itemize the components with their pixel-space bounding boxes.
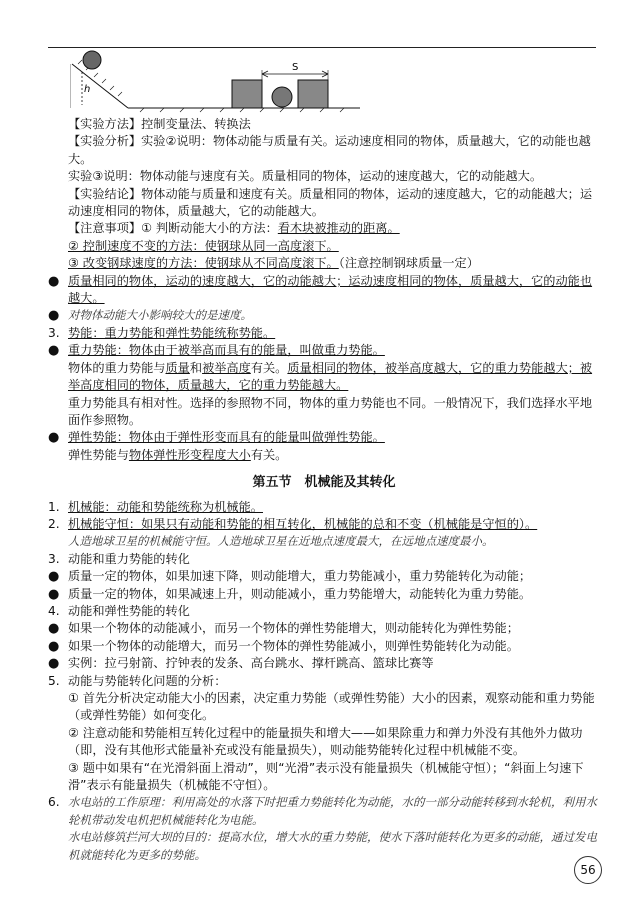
top-rule (48, 47, 596, 48)
elastic-potential-factor: 弹性势能与物体弹性形变程度大小有关。 (68, 447, 288, 462)
item-2-conservation: 2. 机械能守恒：如果只有动能和势能的相互转化，机械能的总和不变（机械能是守恒的）。 (48, 516, 538, 531)
attention-2: ② 控制速度不变的方法：使钢球从同一高度滚下。 (68, 238, 339, 253)
attention-3: ③ 改变钢球速度的方法：使钢球从不同高度滚下。（注意控制钢球质量一定） (68, 256, 479, 271)
bullet-decelerating-up: ● 质量一定的物体，如果减速上升，则动能减小，重力势能增大，动能转化为重力势能。 (48, 586, 532, 602)
item-4-kinetic-elastic: 4. 动能和弹性势能的转化 (48, 603, 190, 618)
experiment-3-note: 实验③说明：物体动能与速度有关。质量相同的物体，运动的速度越大，它的动能越大。 (68, 169, 543, 184)
gravity-potential-relative: 重力势能具有相对性。选择的参照物不同，物体的重力势能也不同。一般情况下，我们选择水平地面作参照物。 (68, 395, 593, 427)
bullet-kinetic-summary: ● 质量相同的物体，运动的速度越大，它的动能越大；运动速度相同的物体，质量越大，它的动能也越大。 (48, 273, 593, 306)
analysis-step-2: ② 注意动能和势能相互转化过程中的能量损失和增大——如果除重力和弹力外没有其他外力做功（即，没有其他形式能量补充或没有能量损失），则动能势能转化过程中机械能不变。 (68, 725, 583, 758)
bullet-gravity-potential: ● 重力势能：物体由于被举高而具有的能量，叫做重力势能。 (48, 343, 385, 359)
item-1-mechanical-energy: 1. 机械能：动能和势能统称为机械能。 (48, 499, 263, 514)
bullet-kinetic-to-elastic: ● 如果一个物体的动能减小，而另一个物体的弹性势能增大，则动能转化为弹性势能； (48, 621, 519, 637)
page-content (48, 116, 600, 864)
analysis-step-1: ① 首先分析决定动能大小的因素，决定重力势能（或弹性势能）大小的因素，观察动能和重力势能（或弹性势能）如何变化。 (68, 691, 595, 723)
distance-label: S (292, 62, 299, 73)
experiment-conclusion: 【实验结论】物体动能与质量和速度有关。质量相同的物体，运动的速度越大，它的动能越大；运动速度相同的物体，质量越大，它的动能越大。 (68, 186, 593, 219)
section-title: 第五节 机械能及其转化 (252, 475, 396, 491)
bullet-elastic-potential: ● 弹性势能：物体由于弹性形变而具有的能量叫做弹性势能。 (48, 430, 385, 446)
item-3-potential: 3. 势能：重力势能和弹性势能统称势能。 (48, 325, 276, 340)
item-5-analysis: 5. 动能与势能转化问题的分析： (48, 673, 227, 688)
item-6-hydropower: 6. 水电站的工作原理：利用高处的水落下时把重力势能转化为动能，水的一部分动能转移到水轮机，利用水轮机带动发电机把机械能转化为电能。 (48, 795, 597, 827)
hydropower-dam-note: 水电站修筑拦河大坝的目的：提高水位，增大水的重力势能，使水下落时能转化为更多的动能，通过发电机就能转化为更多的势能。 (68, 830, 597, 862)
item-3-kinetic-gravity: 3. 动能和重力势能的转化 (48, 551, 190, 566)
bullet-accelerating-down: ● 质量一定的物体，如果加速下降，则动能增大，重力势能减小，重力势能转化为动能； (48, 569, 532, 585)
analysis-step-3: ③ 题中如果有“在光滑斜面上滑动”，则“光滑”表示没有能量损失（机械能守恒）；“斜面上匀速下滑”表示有能量损失（机械能不守恒）。 (68, 760, 584, 793)
page-number: 56 (574, 856, 602, 884)
experiment-analysis: 【实验分析】实验②说明：物体动能与质量有关。运动速度相同的物体，质量越大，它的动能也越大。 (68, 134, 591, 166)
satellite-note: 人造地球卫星的机械能守恒。人造地球卫星在近地点速度最大，在远地点速度最小。 (68, 534, 494, 549)
bullet-speed-note: ● 对物体动能大小影响较大的是速度。 (48, 308, 252, 324)
bullet-examples: ● 实例：拉弓射箭、拧钟表的发条、高台跳水、撑杆跳高、篮球比赛等 (48, 656, 434, 672)
attention-1: 【注意事项】① 判断动能大小的方法：看木块被推动的距离。 (68, 221, 400, 236)
height-label: h (84, 84, 91, 95)
gravity-potential-factors: 物体的重力势能与质量和被举高度有关。质量相同的物体，被举高度越大，它的重力势能越大；被举高度相同的物体，质量越大，它的重力势能越大。 (68, 360, 593, 393)
bullet-elastic-to-kinetic: ● 如果一个物体的动能增大，而另一个物体的弹性势能减小，则弹性势能转化为动能。 (48, 638, 519, 654)
experiment-method: 【实验方法】控制变量法、转换法 (68, 117, 251, 131)
experiment-figure (70, 50, 370, 120)
